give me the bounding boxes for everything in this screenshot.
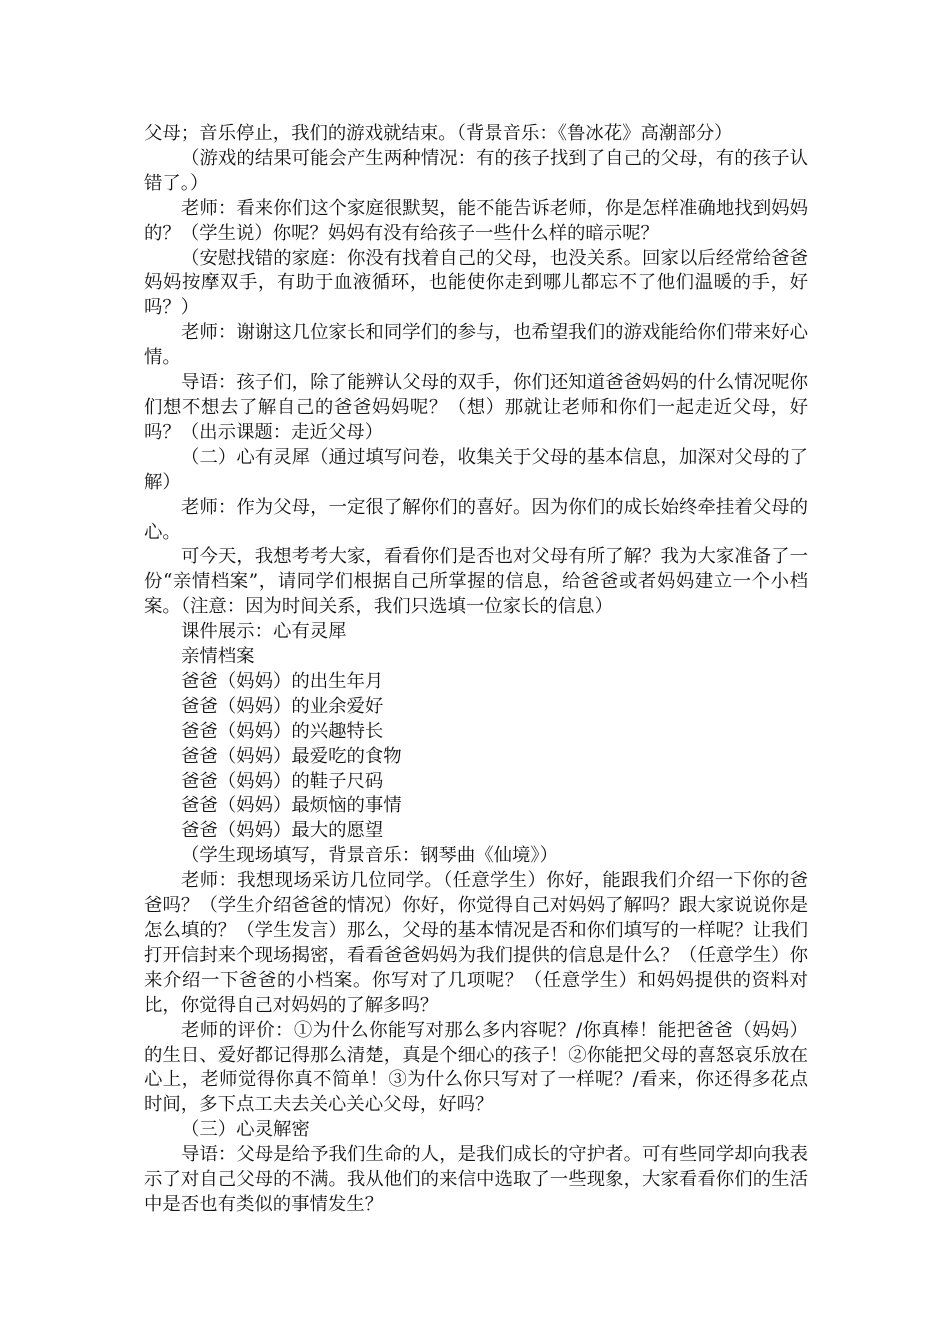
paragraph-interview: 老师：我想现场采访几位同学。（任意学生）你好，能跟我们介绍一下你的爸爸吗？（学生介绍爸爸的情况）你好，你觉得自己对妈妈了解吗？跟大家说说你是怎么填的？（学生发言）那么，父母的基本情况是否和你们填写的一样呢？让我们打开信封来个现场揭密，看看爸爸妈妈为我们提供的信息是什么？（任意学生）你来介绍一下爸爸的小档案。你写对了几项呢？（任意学生）和妈妈提供的资料对比，你觉得自己对妈妈的了解多吗？ xyxy=(144,870,808,1016)
file-item-talent: 爸爸（妈妈）的兴趣特长 xyxy=(181,720,384,742)
file-title: 亲情档案 xyxy=(181,646,255,668)
paragraph-student-fill: （学生现场填写，背景音乐：钢琴曲《仙境》） xyxy=(181,845,559,867)
paragraph-teacher-evaluation: 老师的评价：①为什么你能写对那么多内容呢？/你真棒！能把爸爸（妈妈）的生日、爱好都记得那么清楚，真是个细心的孩子！②你能把父母的喜怒哀乐放在心上，老师觉得你真不简单！③为什么你只写对了一样呢？/看来，你还得多花点时间，多下点工夫去关心关心父母，好吗？ xyxy=(144,1019,808,1116)
paragraph-file-intro: 可今天，我想考考大家，看看你们是否也对父母有所了解？我为大家准备了一份“亲情档案”，请同学们根据自己所掌握的信息，给爸爸或者妈妈建立一个小档案。（注意：因为时间关系，我们只选填一位家长的信息） xyxy=(144,546,808,618)
file-item-food: 爸爸（妈妈）最爱吃的食物 xyxy=(181,745,402,767)
paragraph-teacher-thanks: 老师：谢谢这几位家长和同学们的参与，也希望我们的游戏能给你们带来好心情。 xyxy=(144,322,808,369)
section-heading-3: （三）心灵解密 xyxy=(181,1119,310,1141)
paragraph-game-rule-end: 父母；音乐停止，我们的游戏就结束。（背景音乐：《鲁冰花》高潮部分） xyxy=(144,123,733,144)
section-heading-2: （二）心有灵犀（通过填写问卷，收集关于父母的基本信息，加深对父母的了解） xyxy=(144,446,808,493)
file-item-worry: 爸爸（妈妈）最烦恼的事情 xyxy=(181,795,402,817)
file-item-shoe: 爸爸（妈妈）的鞋子尺码 xyxy=(181,770,384,792)
paragraph-intro-decode: 导语：父母是给予我们生命的人，是我们成长的守护者。可有些同学却向我表示了对自己父母的不满。我从他们的来信中选取了一些现象，大家看看你们的生活中是否也有类似的事情发生？ xyxy=(144,1144,808,1215)
file-item-birth: 爸爸（妈妈）的出生年月 xyxy=(181,670,384,692)
courseware-title: 课件展示：心有灵犀 xyxy=(181,621,347,643)
paragraph-teacher-parents: 老师：作为父母，一定很了解你们的喜好。因为你们的成长始终牵挂着父母的心。 xyxy=(144,496,808,543)
document-page xyxy=(144,122,808,1218)
paragraph-intro-topic: 导语：孩子们，除了能辨认父母的双手，你们还知道爸爸妈妈的什么情况呢你们想不想去了解自己的爸爸妈妈呢？（想）那就让老师和你们一起走近父母，好吗？（出示课题：走近父母） xyxy=(144,372,808,443)
paragraph-game-result: （游戏的结果可能会产生两种情况：有的孩子找到了自己的父母，有的孩子认错了。） xyxy=(144,147,808,194)
file-item-wish: 爸爸（妈妈）最大的愿望 xyxy=(181,820,384,842)
file-item-hobby: 爸爸（妈妈）的业余爱好 xyxy=(181,695,384,717)
paragraph-comfort: （安慰找错的家庭：你没有找着自己的父母，也没关系。回家以后经常给爸爸妈妈按摩双手，有助于血液循环，也能使你走到哪儿都忘不了他们温暖的手，好吗？） xyxy=(144,247,808,319)
paragraph-teacher-question: 老师：看来你们这个家庭很默契，能不能告诉老师，你是怎样准确地找到妈妈的？（学生说）你呢？妈妈有没有给孩子一些什么样的暗示呢？ xyxy=(144,197,808,244)
